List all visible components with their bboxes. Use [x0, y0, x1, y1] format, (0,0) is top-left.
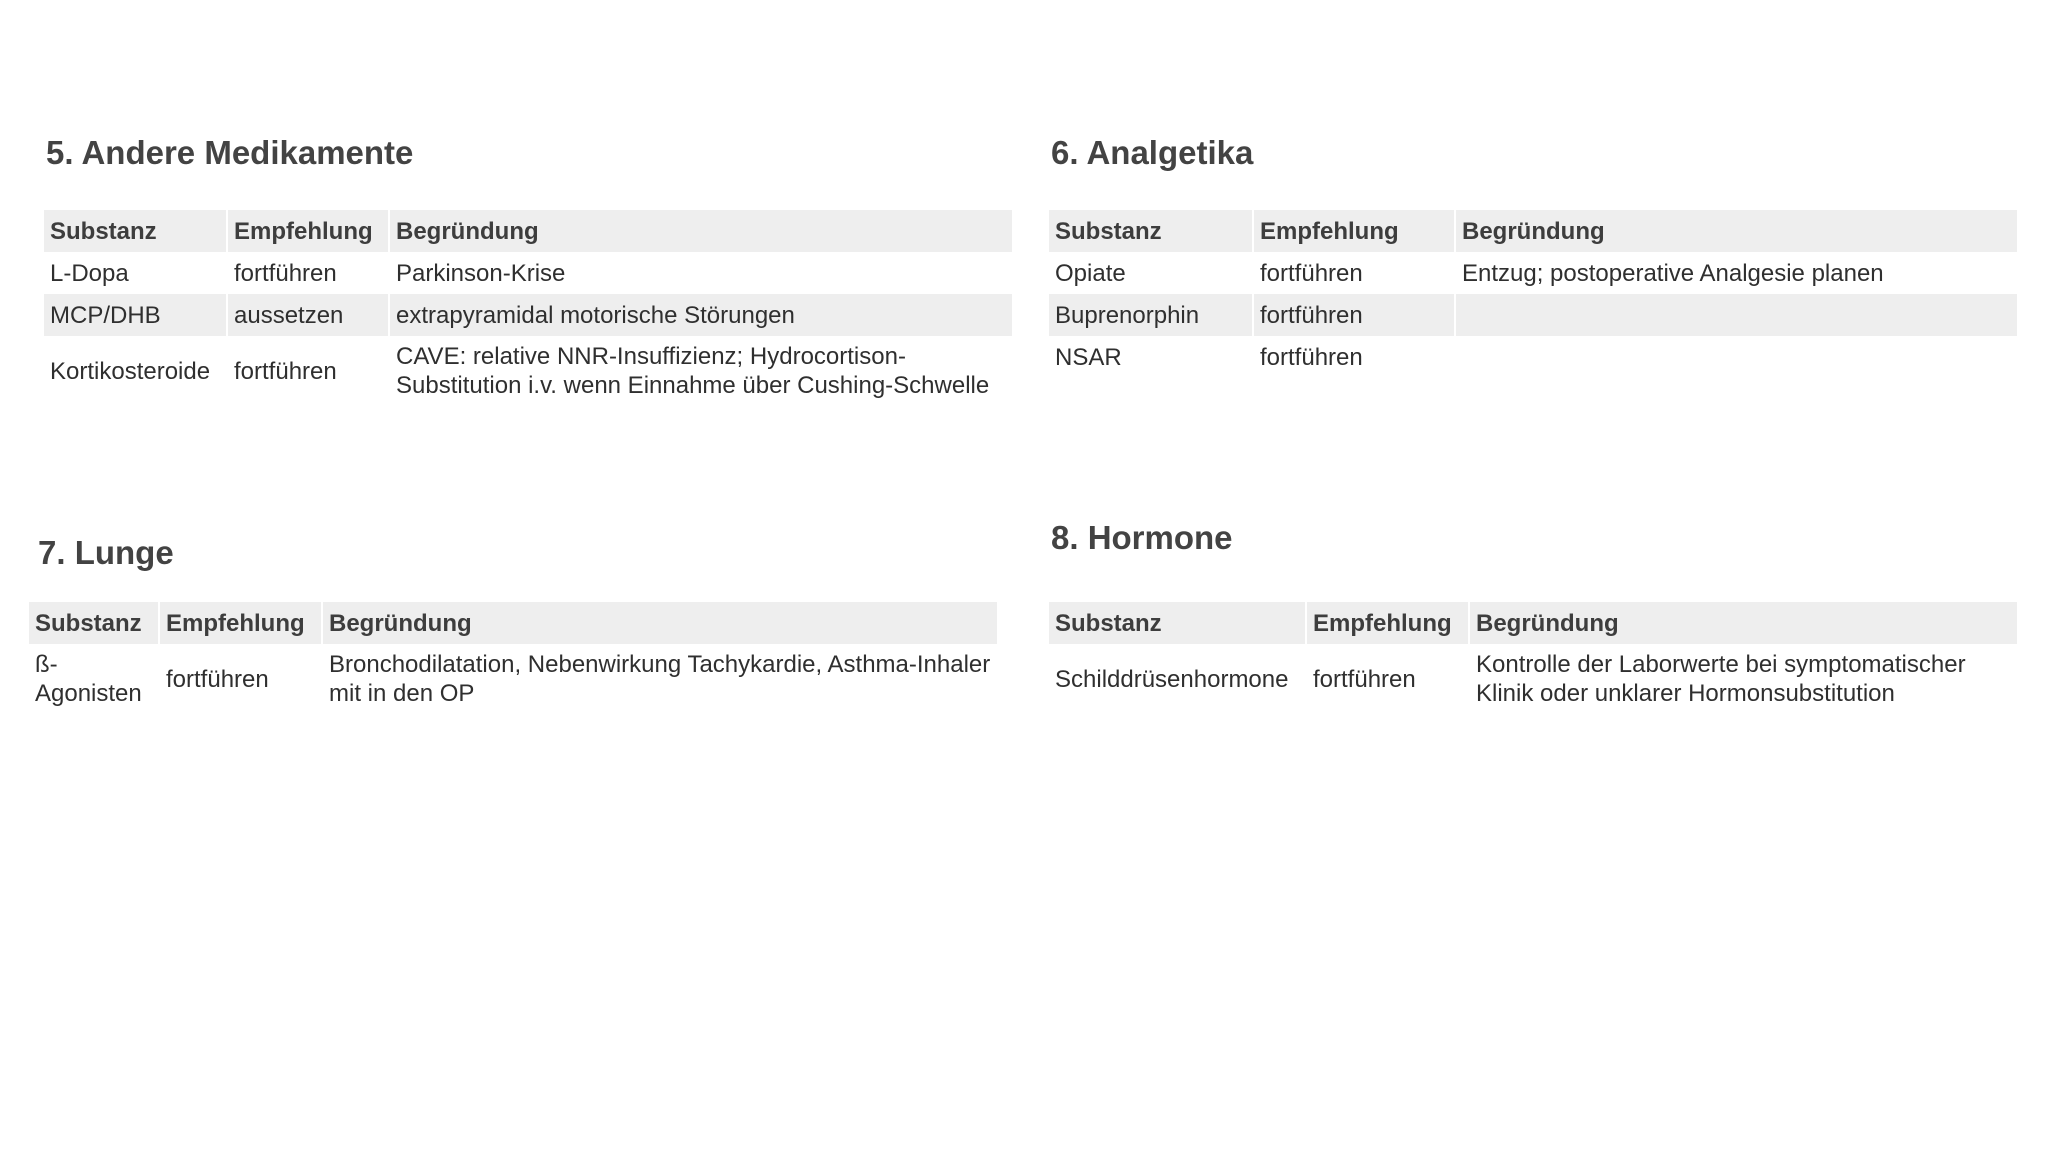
table-row — [1049, 644, 2017, 714]
section-title: 7. Lunge — [38, 534, 174, 571]
section-hormone — [1051, 518, 1233, 558]
section-andere-medikamente — [46, 133, 413, 173]
cell-recommendation: fortführen — [1260, 343, 1363, 371]
table-row — [44, 252, 1012, 294]
cell-substance: NSAR — [1055, 343, 1122, 371]
cell-recommendation: fortführen — [1254, 294, 1454, 336]
cell-substance: Schilddrüsenhormone — [1055, 665, 1289, 693]
table-row — [44, 294, 1012, 336]
table-header-row — [1049, 210, 2017, 252]
column-header-reason: Begründung — [1456, 210, 2017, 252]
table-row — [29, 644, 997, 714]
table-row — [44, 336, 1012, 406]
table-row — [1049, 252, 2017, 294]
cell-substance: Buprenorphin — [1049, 294, 1252, 336]
table-header-row — [29, 602, 997, 644]
cell-reason: Parkinson-Krise — [396, 259, 566, 287]
medication-table-hormone — [1047, 602, 2019, 714]
column-header-reason: Begründung — [390, 210, 1012, 252]
table-row — [1049, 336, 2017, 378]
column-header-substance: Substanz — [29, 602, 158, 644]
cell-recommendation: fortführen — [166, 665, 269, 693]
cell-recommendation: fortführen — [234, 259, 337, 287]
cell-substance: MCP/DHB — [44, 294, 226, 336]
cell-reason: extrapyramidal motorische Störungen — [390, 294, 1012, 336]
medication-table-lunge — [27, 602, 999, 714]
table-header-row — [44, 210, 1012, 252]
cell-recommendation: aussetzen — [228, 294, 388, 336]
cell-substance: Opiate — [1055, 259, 1126, 287]
cell-recommendation: fortführen — [1260, 259, 1363, 287]
table-header-row — [1049, 602, 2017, 644]
cell-reason — [1456, 336, 2017, 378]
cell-recommendation: fortführen — [234, 357, 337, 385]
column-header-reason: Begründung — [1470, 602, 2017, 644]
cell-reason: Bronchodilatation, Nebenwirkung Tachykardie, Asthma-Inhaler mit in den OP — [329, 651, 991, 707]
column-header-recommendation: Empfehlung — [1254, 210, 1454, 252]
column-header-reason: Begründung — [323, 602, 997, 644]
section-lunge — [38, 533, 174, 573]
column-header-substance: Substanz — [1049, 602, 1305, 644]
cell-reason: Kontrolle der Laborwerte bei symptomatischer Klinik oder unklarer Hormonsubstitution — [1476, 651, 1966, 707]
section-title: 6. Analgetika — [1051, 134, 1254, 171]
cell-reason — [1456, 294, 2017, 336]
cell-reason: Entzug; postoperative Analgesie planen — [1462, 259, 1884, 287]
column-header-recommendation: Empfehlung — [228, 210, 388, 252]
column-header-recommendation: Empfehlung — [160, 602, 321, 644]
section-title: 8. Hormone — [1051, 519, 1233, 556]
medication-table-andere-medikamente — [42, 210, 1014, 406]
cell-substance: ß-Agonisten — [35, 651, 142, 707]
column-header-substance: Substanz — [44, 210, 226, 252]
cell-substance: L-Dopa — [50, 259, 129, 287]
cell-substance: Kortikosteroide — [50, 357, 211, 385]
section-analgetika — [1051, 133, 1253, 173]
section-title: 5. Andere Medikamente — [46, 134, 414, 171]
cell-recommendation: fortführen — [1313, 665, 1416, 693]
medication-table-analgetika — [1047, 210, 2019, 378]
column-header-substance: Substanz — [1049, 210, 1252, 252]
table-row — [1049, 294, 2017, 336]
column-header-recommendation: Empfehlung — [1307, 602, 1468, 644]
cell-reason: CAVE: relative NNR-Insuffizienz; Hydrocortison-Substitution i.v. wenn Einnahme über Cushing-Schwelle — [396, 343, 990, 399]
